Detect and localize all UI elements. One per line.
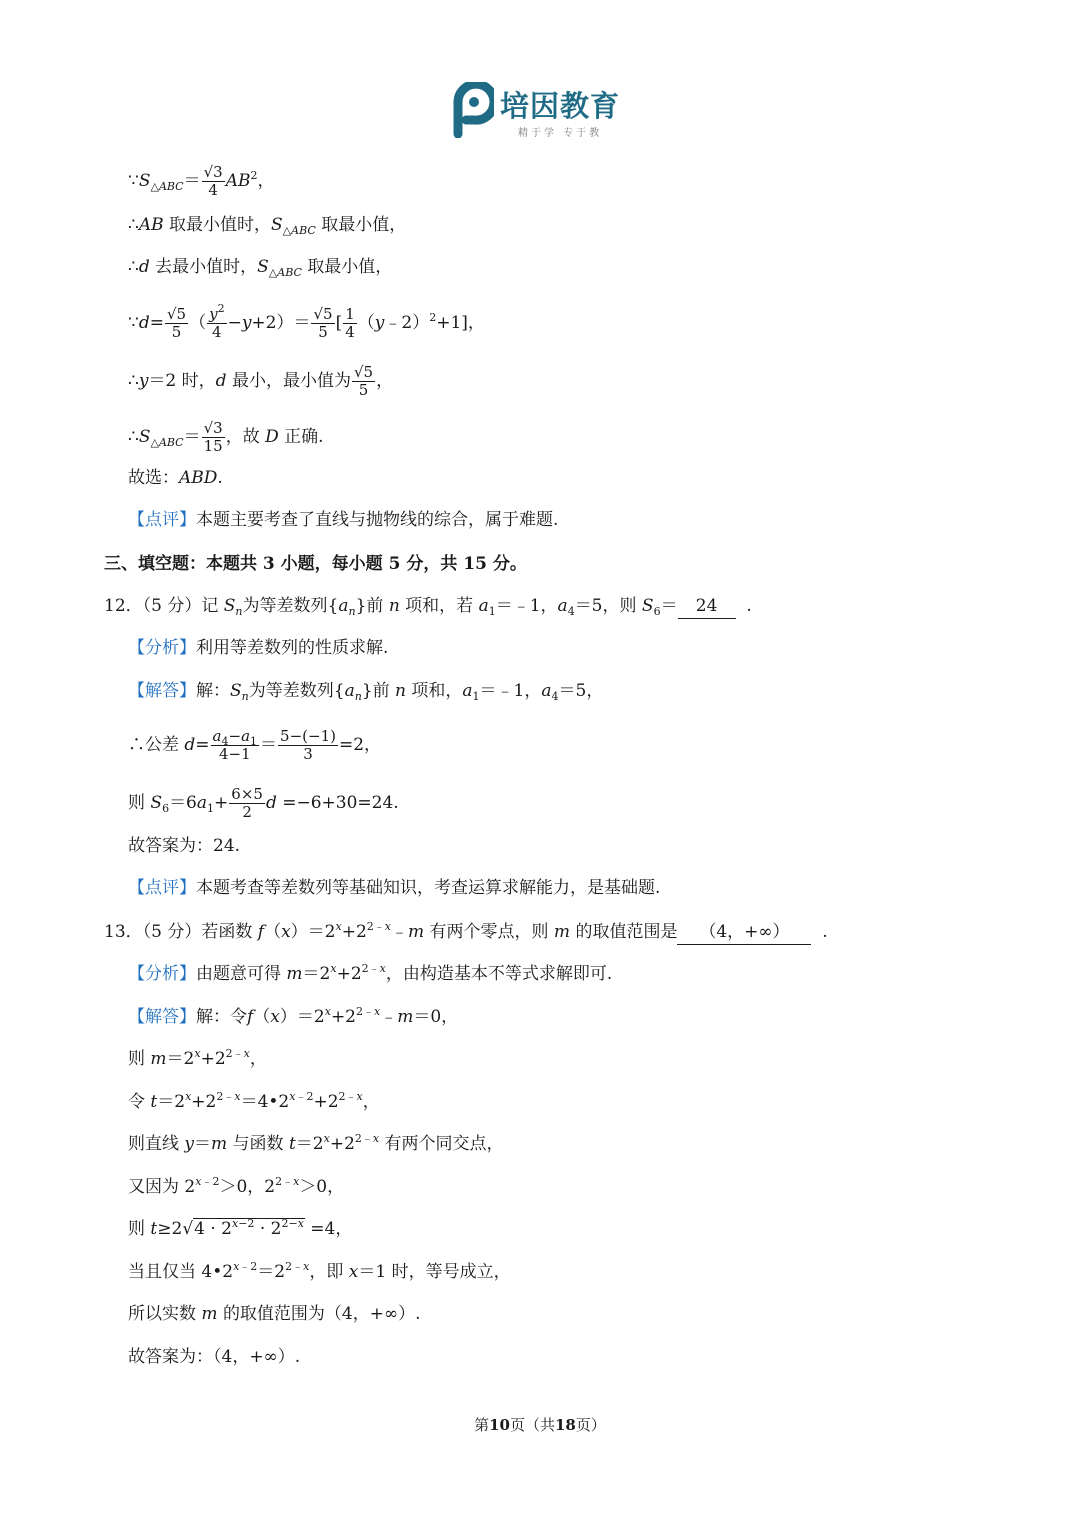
answer-blank: 24 [678, 594, 736, 619]
section-heading: 三、填空题：本题共 3 小题，每小题 5 分，共 15 分。 [104, 554, 527, 574]
brand-logo [450, 82, 640, 140]
comment-tag: 【点评】 [128, 510, 196, 530]
comment-line: 【点评】本题考查等差数列等基础知识，考查运算求解能力，是基础题. [128, 878, 661, 898]
solution-step: ∴公差 d= $\frac{a_4-a_1}{4-1}$ ＝ $\frac{5-(-1)}{3}$ =2， [128, 727, 382, 763]
solution-step: 则 $S_6=6a_1+$ $\frac{6\times 5}{2}$ d =−6+30=24. [128, 785, 399, 821]
proof-line: ∴d 去最小值时，$S_{\triangle ABC}$ 取最小值， [128, 257, 393, 279]
answer-blank: （4，+∞） [677, 920, 811, 945]
proof-line: ∵d= $\frac{√5}{5}$ （ $\frac{y^2}{4}$ −y+2）＝ $\frac{√5}{5}$ [ $\frac{1}{4}$ （y﹣2）$^2$+1]， [128, 302, 485, 341]
because-symbol: ∵ [128, 171, 139, 191]
solution-step: 则 $m=2^x+2^{2﹣x}$， [128, 1047, 267, 1069]
solution-step: 所以实数 m 的取值范围为（4，+∞）. [128, 1304, 421, 1324]
proof-line: ∴y＝2 时，d 最小，最小值为 $\frac{√5}{5}$ ， [128, 363, 394, 399]
proof-line: $\because S_{\triangle ABC}=$ $\frac{√3}{4}$ $AB^2$， [128, 163, 275, 199]
comment-line: 【点评】本题主要考查了直线与抛物线的综合，属于难题. [128, 510, 559, 530]
brand-slogan: 精于学 专于教 [518, 128, 603, 139]
page-number: 10 [489, 1416, 510, 1434]
analysis-line: 【分析】利用等差数列的性质求解. [128, 638, 389, 658]
page-footer: 第10页（共18页） [474, 1416, 606, 1434]
logo-p-icon [450, 82, 494, 138]
question-12: 12．（5 分）记 $S_n$为等差数列$\{a_n\}$前 n 项和，若 $a_1=﹣1$，$a_4=5$，则 $S_6= 24$ . [104, 596, 752, 618]
answer-line: 故选：ABD. [128, 468, 223, 488]
question-13: 13．（5 分）若函数 $f(x)=2^x+2^{2﹣x}﹣m$ 有两个零点，则 m 的取值范围是 （4，+∞） . [104, 920, 828, 945]
fraction: $\frac{√3}{4}$ [203, 163, 223, 199]
brand-name: 培因教育 [500, 89, 621, 123]
page-total: 18 [555, 1416, 576, 1434]
solution-step: 又因为 $2^{x﹣2}>0$，$2^{2﹣x}>0$， [128, 1175, 345, 1197]
proof-line: ∴AB 取最小值时，$S_{\triangle ABC}$ 取最小值， [128, 215, 407, 237]
analysis-line: 【分析】由题意可得 $m=2^x+2^{2﹣x}$，由构造基本不等式求解即可. [128, 962, 613, 984]
solution-step: 当且仅当 $4•2^{x﹣2}=2^{2﹣x}$，即 x＝1 时，等号成立， [128, 1260, 511, 1282]
solution-line: 【解答】解：令$f(x)=2^x+2^{2﹣x}﹣m=0$， [128, 1005, 459, 1027]
final-answer: 故答案为：（4，+∞）. [128, 1347, 301, 1367]
solution-step: 则直线 y＝m 与函数 $t=2^x+2^{2﹣x}$ 有两个同交点， [128, 1132, 504, 1154]
final-answer: 故答案为：24. [128, 836, 241, 856]
solution-step: 则 $t\ge 2√4 \cdot 2^{x-2} \cdot 2^{2-x} =4$， [128, 1217, 353, 1239]
solution-line: 【解答】解：$S_n$为等差数列$\{a_n\}$前 n 项和，$a_1=﹣1$，$a_4=5$， [128, 681, 604, 703]
solution-step: 令 $t=2^x+2^{2﹣x}=4•2^{x﹣2}+2^{2﹣x}$， [128, 1090, 380, 1112]
proof-line: $\therefore S_{\triangle ABC}=$ $\frac{√3}{15}$ ，故 D 正确. [128, 419, 324, 455]
